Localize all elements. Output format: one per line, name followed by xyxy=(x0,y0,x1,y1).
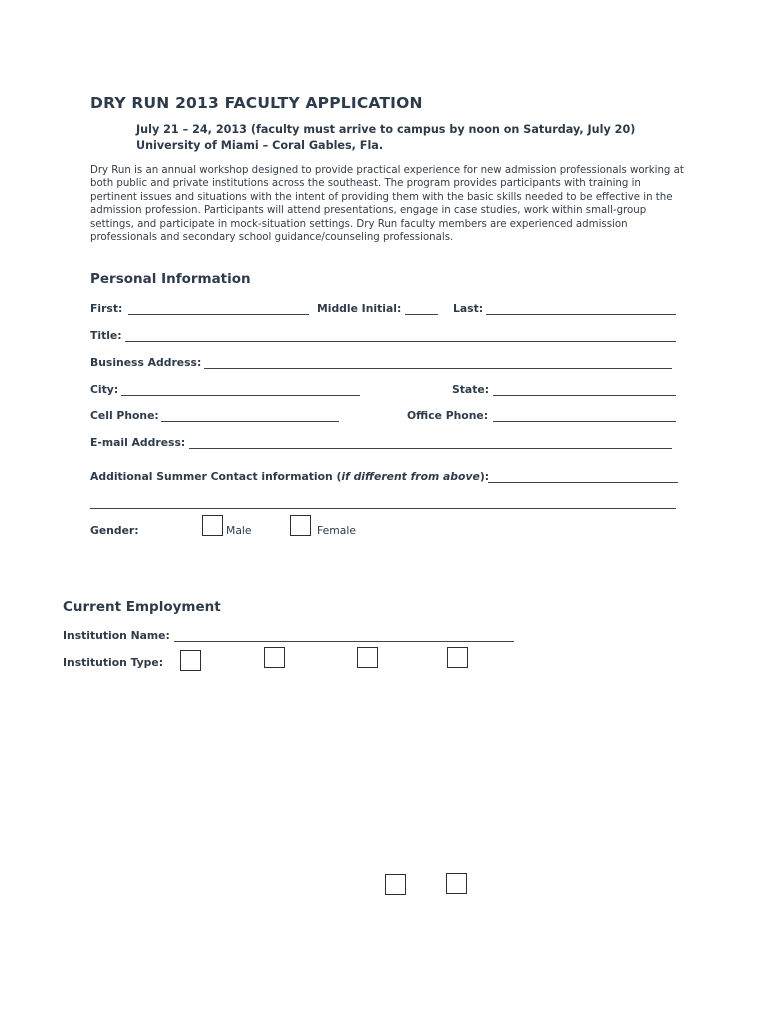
institution-name-field[interactable] xyxy=(174,641,514,642)
personal-info-heading: Personal Information xyxy=(90,271,251,287)
location-line: University of Miami – Coral Gables, Fla. xyxy=(136,139,384,152)
last-name-label: Last: xyxy=(453,302,484,315)
institution-type-checkbox-4[interactable] xyxy=(447,647,468,668)
cell-phone-label: Cell Phone: xyxy=(90,409,159,422)
city-label: City: xyxy=(90,383,119,396)
office-phone-label: Office Phone: xyxy=(407,409,489,422)
institution-name-label: Institution Name: xyxy=(63,629,170,642)
state-label: State: xyxy=(452,383,490,396)
institution-type-label: Institution Type: xyxy=(63,656,164,669)
title-field[interactable] xyxy=(125,341,676,342)
female-option-label: Female xyxy=(317,524,357,537)
male-option-label: Male xyxy=(226,524,252,537)
cell-phone-field[interactable] xyxy=(161,421,339,422)
institution-type-checkbox-3[interactable] xyxy=(357,647,378,668)
city-field[interactable] xyxy=(121,395,360,396)
female-checkbox[interactable] xyxy=(290,515,311,536)
intro-paragraph: Dry Run is an annual workshop designed to provide practical experience for new admission professionals working at both public and private institutions across the southeast. The program provides participants with training in pertinent issues and situations with the intent of providing them with the basic skills needed to be effective in the admission profession. Participants will attend presentations, engage in case studies, work within small-group settings, and participate in mock-situation settings. Dry Run faculty members are experienced admission professionals and secondary school guidance/counseling professionals. xyxy=(90,165,684,244)
checkbox-6[interactable] xyxy=(446,873,467,894)
email-label: E-mail Address: xyxy=(90,436,186,449)
checkbox-5[interactable] xyxy=(385,874,406,895)
office-phone-field[interactable] xyxy=(493,421,676,422)
title-label: Title: xyxy=(90,329,122,342)
first-name-field[interactable] xyxy=(128,314,309,315)
email-field[interactable] xyxy=(189,448,672,449)
summer-contact-field[interactable] xyxy=(488,482,678,483)
current-employment-heading: Current Employment xyxy=(63,599,221,615)
summer-contact-field-line-2[interactable] xyxy=(90,508,676,509)
male-checkbox[interactable] xyxy=(202,515,223,536)
summer-contact-prefix: Additional Summer Contact information ( xyxy=(90,470,342,483)
form-title: DRY RUN 2013 FACULTY APPLICATION xyxy=(90,94,423,112)
gender-label: Gender: xyxy=(90,524,139,537)
summer-contact-suffix: ): xyxy=(479,470,490,483)
institution-type-checkbox-2[interactable] xyxy=(264,647,285,668)
business-address-label: Business Address: xyxy=(90,356,202,369)
business-address-field[interactable] xyxy=(204,368,672,369)
dates-line: July 21 – 24, 2013 (faculty must arrive to campus by noon on Saturday, July 20) xyxy=(136,123,636,136)
institution-type-checkbox-1[interactable] xyxy=(180,650,201,671)
last-name-field[interactable] xyxy=(486,314,676,315)
first-name-label: First: xyxy=(90,302,123,315)
middle-initial-field[interactable] xyxy=(405,314,438,315)
state-field[interactable] xyxy=(493,395,676,396)
event-dates xyxy=(136,122,635,154)
summer-contact-italic: if different from above xyxy=(341,470,480,483)
middle-initial-label: Middle Initial: xyxy=(317,302,402,315)
summer-contact-label xyxy=(90,470,489,483)
